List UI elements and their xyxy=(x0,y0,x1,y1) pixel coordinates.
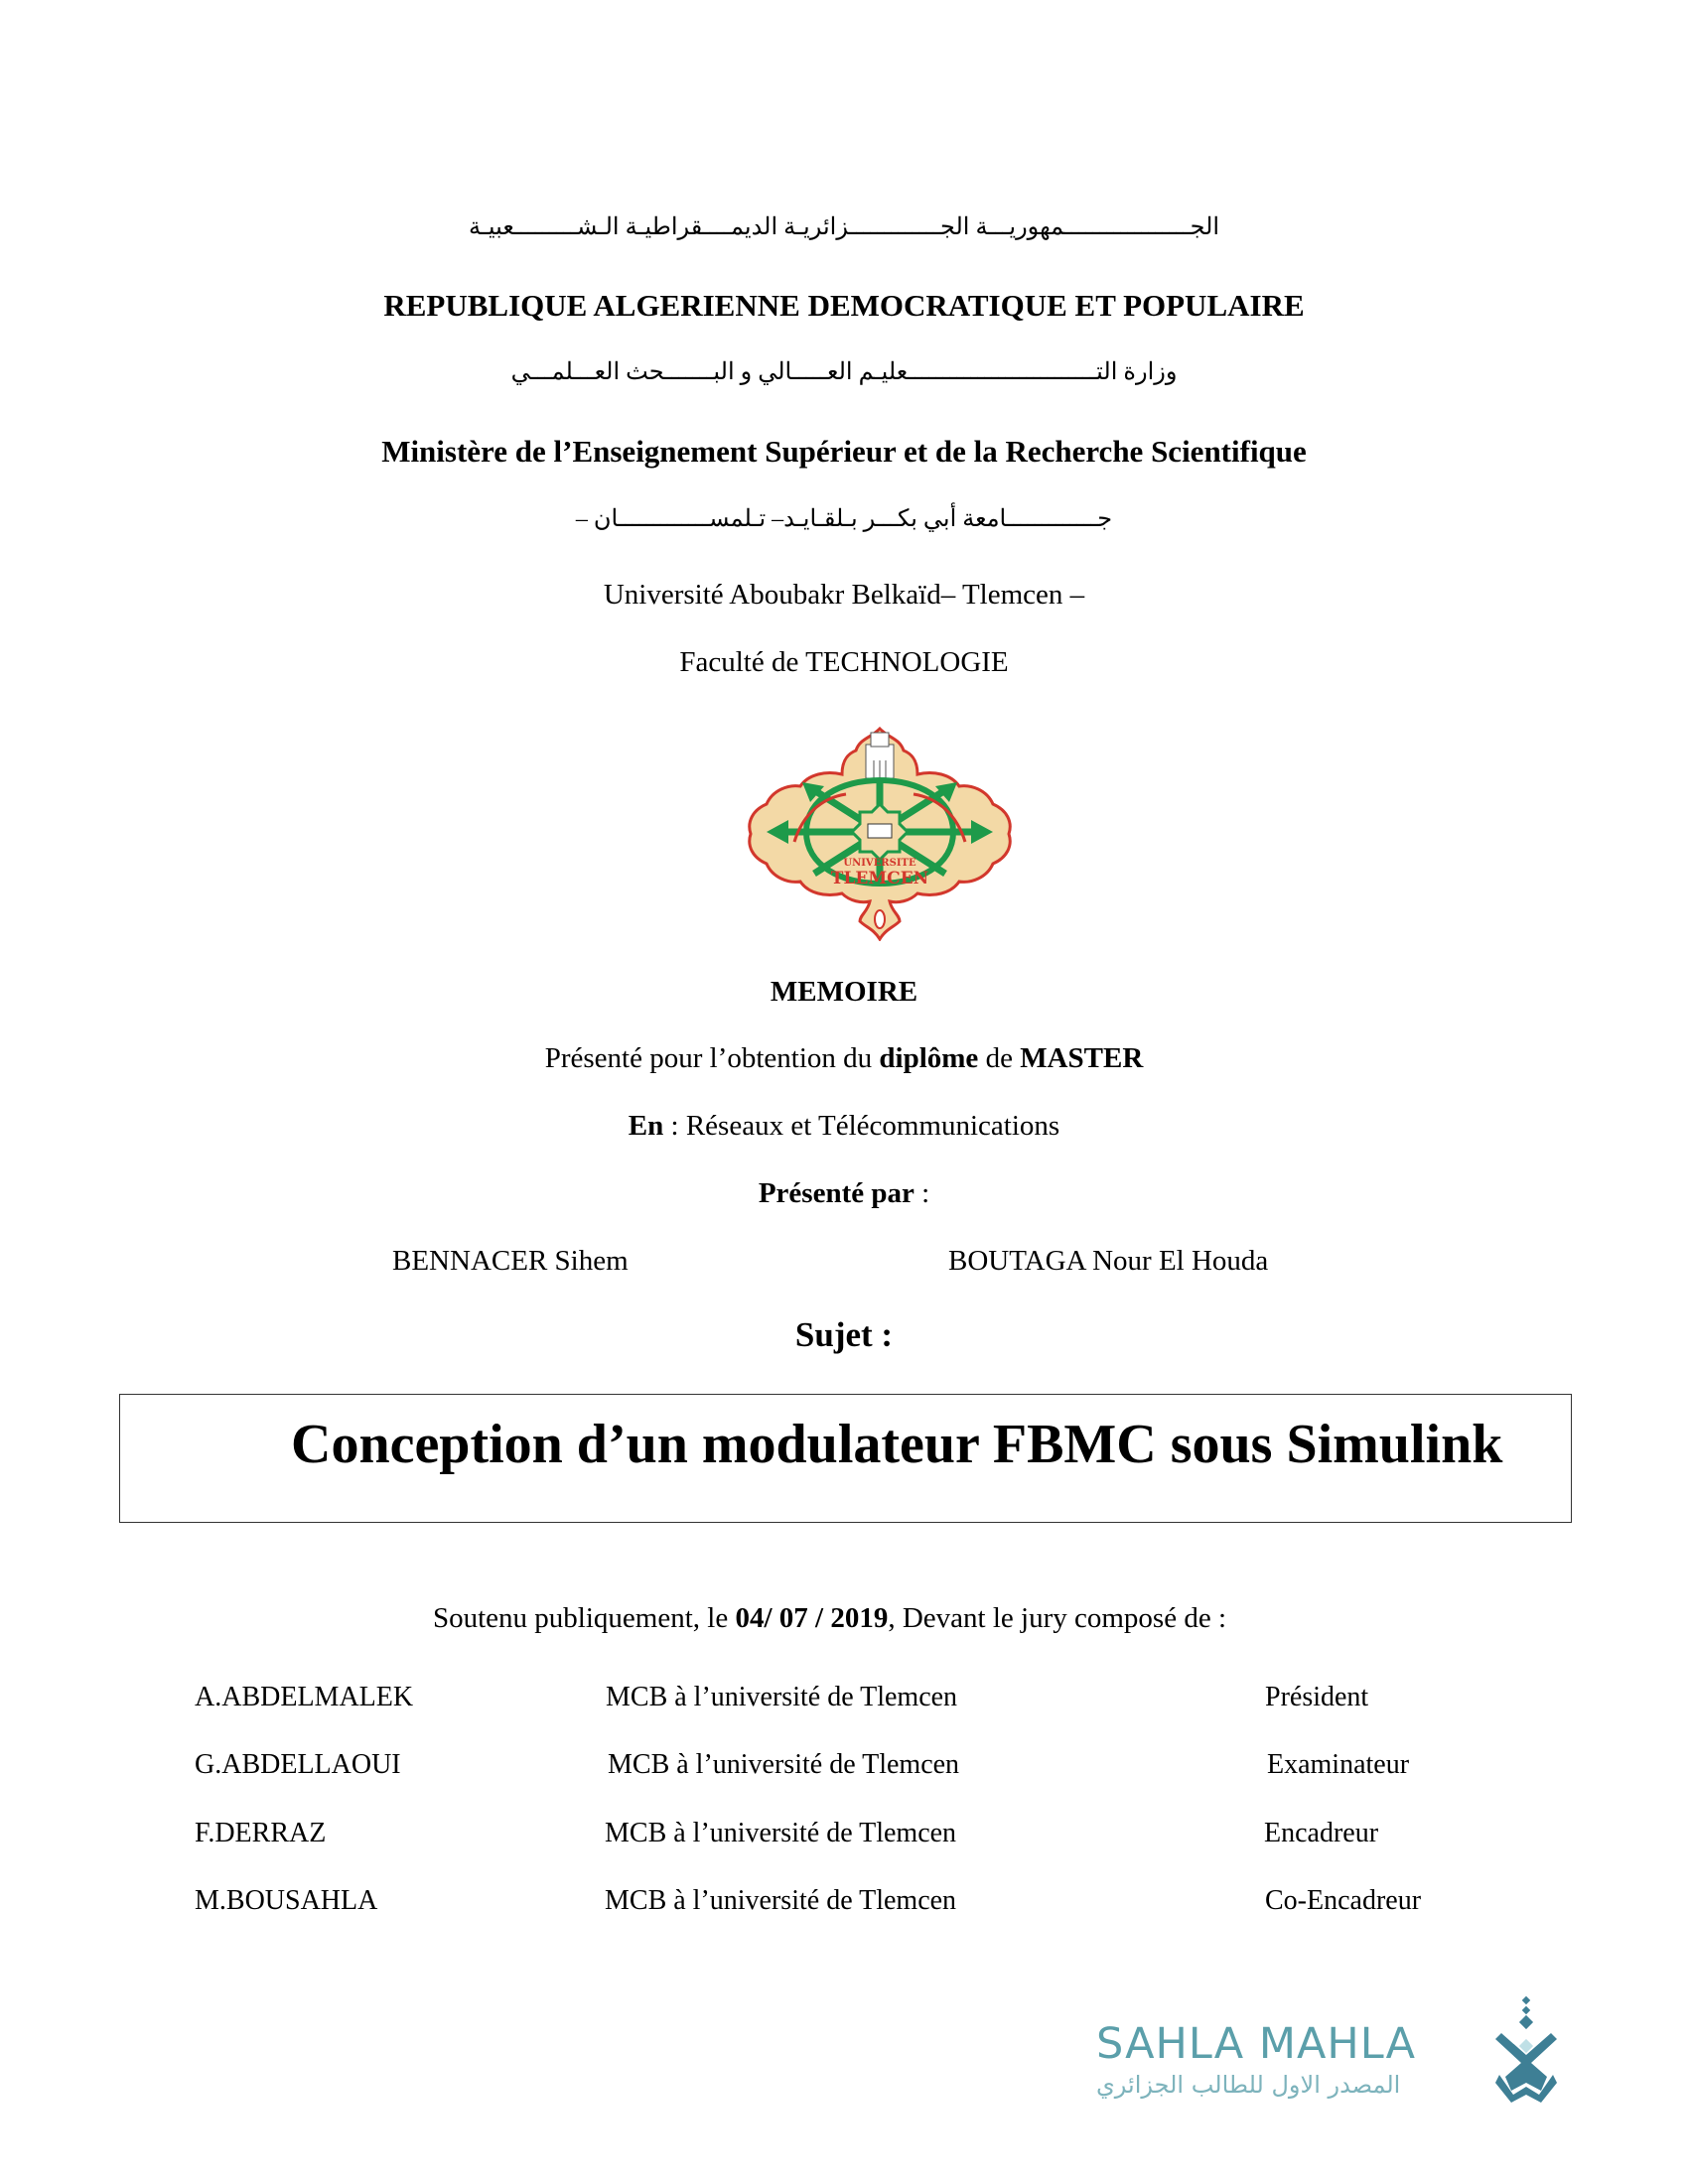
defense-line xyxy=(433,1602,1226,1635)
republic-title: REPUBLIQUE ALGERIENNE DEMOCRATIQUE ET POPULAIRE xyxy=(383,288,1305,323)
memoire-heading: MEMOIRE xyxy=(770,976,918,1008)
field-line xyxy=(0,1110,1688,1143)
defense-date: 04/ 07 / 2019 xyxy=(735,1602,889,1634)
defense-prefix: Soutenu publiquement, le xyxy=(433,1602,736,1634)
author-2: BOUTAGA Nour El Houda xyxy=(948,1245,1269,1277)
ministry-title: Ministère de l’Enseignement Supérieur et de la Recherche Scientifique xyxy=(381,434,1307,469)
defense-suffix: , Devant le jury composé de : xyxy=(888,1602,1226,1634)
faculty-name: Faculté de TECHNOLOGIE xyxy=(679,646,1009,678)
jury-affiliation: MCB à l’université de Tlemcen xyxy=(608,1749,960,1780)
field-value: : Réseaux et Télécommunications xyxy=(663,1110,1060,1142)
watermark-brand: SAHLA MAHLA xyxy=(1096,2019,1417,2069)
presented-by-label: Présenté par xyxy=(758,1177,914,1209)
diploma-mid: de xyxy=(978,1042,1021,1074)
diploma-prefix: Présenté pour l’obtention du xyxy=(544,1042,880,1074)
jury-name: F.DERRAZ xyxy=(195,1818,327,1848)
logo-city-label: TLEMCEN xyxy=(830,869,929,888)
jury-name: M.BOUSAHLA xyxy=(195,1885,378,1916)
subject-box xyxy=(119,1394,1572,1523)
jury-affiliation: MCB à l’université de Tlemcen xyxy=(605,1885,957,1916)
field-label: En xyxy=(628,1110,664,1142)
jury-role: Co-Encadreur xyxy=(1265,1885,1422,1916)
presented-by-line xyxy=(0,1177,1688,1210)
presented-by-colon: : xyxy=(914,1177,930,1209)
university-logo xyxy=(743,725,1017,941)
diploma-line xyxy=(0,1042,1688,1075)
jury-affiliation: MCB à l’université de Tlemcen xyxy=(605,1818,957,1848)
diploma-level: MASTER xyxy=(1020,1042,1144,1074)
jury-affiliation: MCB à l’université de Tlemcen xyxy=(606,1682,958,1712)
arabic-republic-title: الجــــــــــــــــــمهوريـــة الجـــــــــــــزائريـة الديمــــقراطيـة الـشـــــــــعبيـة xyxy=(468,214,1220,240)
jury-name: G.ABDELLAOUI xyxy=(195,1749,401,1780)
subject-title: Conception d’un modulateur FBMC sous Simulink xyxy=(291,1414,1503,1475)
subject-label: Sujet : xyxy=(794,1315,894,1354)
jury-role: Encadreur xyxy=(1264,1818,1379,1848)
sahla-mahla-watermark xyxy=(1092,1995,1559,2105)
diploma-word: diplôme xyxy=(879,1042,979,1074)
watermark-tagline: المصدر الاول للطالب الجزائري xyxy=(1096,2071,1401,2099)
jury-role: Président xyxy=(1265,1682,1369,1712)
author-1: BENNACER Sihem xyxy=(392,1245,629,1277)
logo-university-label: UNIVERSITE xyxy=(843,858,916,869)
jury-role: Examinateur xyxy=(1267,1749,1410,1780)
jury-name: A.ABDELMALEK xyxy=(195,1682,414,1712)
calligraphy-logo-icon xyxy=(1491,1995,1561,2105)
arabic-university-title: جـــــــــــــامعة أبي بكـــر بـلقـايـد– تـلمســـــــــــــان – xyxy=(575,506,1113,532)
arabic-ministry-title: وزارة التـــــــــــــــــــــــــــعليـم العـــــالي و البـــــــحث العـــلمـــي xyxy=(510,359,1178,385)
university-name: Université Aboubakr Belkaïd– Tlemcen – xyxy=(603,579,1085,611)
